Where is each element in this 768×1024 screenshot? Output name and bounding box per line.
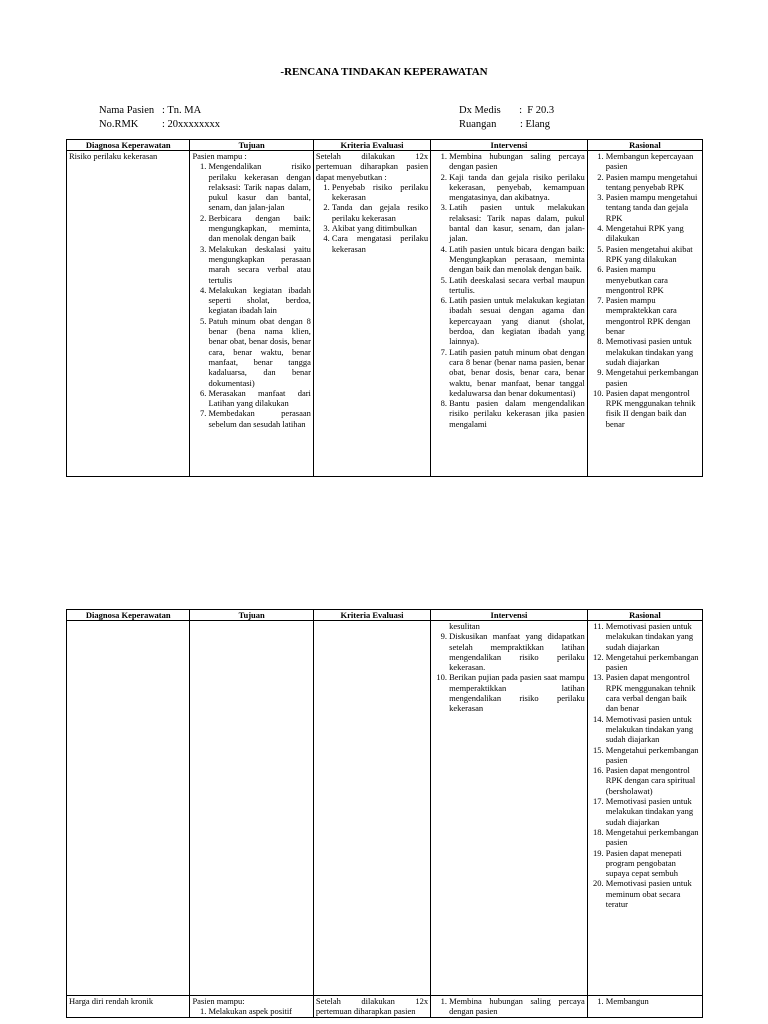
list-item: 8. Bantu pasien dalam mengendalikan risiko perilaku kekerasan jika pasien mengalami <box>449 398 585 429</box>
list-item: 9. Mengetahui perkembangan pasien <box>606 367 700 388</box>
tujuan-intro: Pasien mampu : <box>192 151 247 161</box>
header-diagnosa: Diagnosa Keperawatan <box>67 140 190 151</box>
list-item: 3. Latih pasien untuk melakukan relaksasi: Tarik napas dalam, pukul bantal dan kasur, senam, dan jalan- jalan. <box>449 202 585 243</box>
list-item: 1. Membina hubungan saling percaya dengan pasien <box>449 996 585 1017</box>
list-item: 1. Membina hubungan saling percaya dengan pasien <box>449 151 585 172</box>
list-item: 5. Pasien mengetahui akibat RPK yang dilakukan <box>606 244 700 265</box>
table-row <box>67 621 703 996</box>
list-item: 4. Melakukan kegiatan ibadah seperti sholat, berdoa, kegiatan ibadah lain <box>208 285 310 316</box>
list-item: 7. Pasien mampu mempraktekkan cara mengontrol RPK dengan benar <box>606 295 700 336</box>
intervensi-cell <box>431 151 588 477</box>
list-item: 5. Patuh minum obat dengan 8 benar (bena nama klien, benar obat, benar dosis, benar cara, benar waktu, benar manfaat, benar tangga kadaluarsa, dan benar dokumentasi) <box>208 316 310 388</box>
list-item: 2. Berbicara dengan baik: mengungkapkan, meminta, dan menolak dengan baik <box>208 213 310 244</box>
list-item: 16. Pasien dapat mengontrol RPK dengan cara spiritual (bersholawat) <box>606 765 700 796</box>
list-item: 4. Cara mengatasi perilaku kekerasan <box>332 233 428 254</box>
header-intervensi: Intervensi <box>431 610 588 621</box>
rasional-cell <box>587 151 702 477</box>
tujuan-intro: Pasien mampu: <box>192 996 245 1006</box>
header-kriteria: Kriteria Evaluasi <box>313 140 430 151</box>
list-item: 4. Mengetahui RPK yang dilakukan <box>606 223 700 244</box>
diagnosis-text: Risiko perilaku kekerasan <box>69 151 158 161</box>
list-item: 18. Mengetahui perkembangan pasien <box>606 827 700 848</box>
room: Ruangan : Elang <box>459 119 550 130</box>
list-item: 11. Memotivasi pasien untuk melakukan tindakan yang sudah diajarkan <box>606 621 700 652</box>
kriteria-intro: Setelah dilakukan 12x pertemuan diharapkan pasien dapat menyebutkan : <box>315 151 429 182</box>
header-rasional: Rasional <box>587 140 702 151</box>
medical-diagnosis: Dx Medis : F 20.3 <box>459 105 555 116</box>
kriteria-intro: Setelah dilakukan 12x pertemuan diharapkan pasien <box>315 996 429 1017</box>
patient-rmk: No.RMK : 20xxxxxxxx <box>99 119 221 130</box>
header-diagnosa: Diagnosa Keperawatan <box>67 610 190 621</box>
header-tujuan: Tujuan <box>190 610 313 621</box>
list-item: 2. Tanda dan gejala resiko perilaku kekerasan <box>332 202 428 223</box>
list-item: 3. Akibat yang ditimbulkan <box>332 223 428 233</box>
intervensi-continued: kesulitan <box>449 621 480 631</box>
care-plan-table-2 <box>66 609 703 1018</box>
header-tujuan: Tujuan <box>190 140 313 151</box>
rasional-cell <box>587 621 702 996</box>
table-row <box>67 151 703 477</box>
list-item: 1. Melakukan aspek positif <box>208 1006 310 1016</box>
table-header-row <box>67 610 703 621</box>
list-item: 7. Latih pasien patuh minum obat dengan cara 8 benar (benar nama pasien, benar obat, benar dosis, benar cara, benar waktu, benar manfaat, benar tanggal kedaluwarsa dan benar dokumentasi) <box>449 347 585 398</box>
rasional-cell <box>587 996 702 1018</box>
list-item: 1. Mengendalikan risiko perilaku kekerasan dengan relaksasi: Tarik napas dalam, pukul kasur dan bantal, senam, dan jalan-jalan <box>208 161 310 212</box>
list-item: 12. Mengetahui perkembangan pasien <box>606 652 700 673</box>
list-item: 1. Membangun kepercayaan pasien <box>606 151 700 172</box>
diagnosis-cell <box>67 151 190 477</box>
list-item: 9. Diskusikan manfaat yang didapatkan setelah mempraktikkan latihan mengendalikan risiko perilaku kekerasan. <box>449 631 585 672</box>
list-item: 19. Pasien dapat menepati program pengobatan supaya cepat sembuh <box>606 848 700 879</box>
care-plan-table-1 <box>66 139 703 477</box>
list-item: 10. Berikan pujian pada pasien saat mampu memperaktikkan latihan mengendalikan risiko perilaku kekerasan <box>449 672 585 713</box>
diagnosis-cell <box>67 996 190 1018</box>
list-item: 1. Membangun <box>606 996 700 1006</box>
list-item: 15. Mengetahui perkembangan pasien <box>606 745 700 766</box>
list-item: 17. Memotivasi pasien untuk melakukan tindakan yang sudah diajarkan <box>606 796 700 827</box>
kriteria-cell <box>313 621 430 996</box>
diagnosis-cell <box>67 621 190 996</box>
list-item: 6. Merasakan manfaat dari Latihan yang dilakukan <box>208 388 310 409</box>
kriteria-cell <box>313 996 430 1018</box>
kriteria-cell <box>313 151 430 477</box>
list-item: 8. Memotivasi pasien untuk melakukan tindakan yang sudah diajarkan <box>606 336 700 367</box>
list-item: 6. Pasien mampu menyebutkan cara mengontrol RPK <box>606 264 700 295</box>
header-rasional: Rasional <box>587 610 702 621</box>
intervensi-cell <box>431 621 588 996</box>
header-intervensi: Intervensi <box>431 140 588 151</box>
list-item: 6. Latih pasien untuk melakukan kegiatan ibadah sesuai dengan agama dan kepercayaan yang dianut (sholat, berdoa, dan kegiatan ibadah yang lainnya). <box>449 295 585 346</box>
list-item: 2. Kaji tanda dan gejala risiko perilaku kekerasan, penyebab, kemampuan mengatasinya, dan akibatnya. <box>449 172 585 203</box>
list-item: 1. Penyebab risiko perilaku kekerasan <box>332 182 428 203</box>
table-row <box>67 996 703 1018</box>
list-item: 3. Melakukan deskalasi yaitu mengungkapkan perasaan marah secara verbal atau tertulis <box>208 244 310 285</box>
list-item: 20. Memotivasi pasien untuk meminum obat secara teratur <box>606 878 700 909</box>
tujuan-cell <box>190 151 313 477</box>
tujuan-cell <box>190 621 313 996</box>
list-item: 4. Latih pasien untuk bicara dengan baik: Mengungkapkan perasaan, meminta dengan baik dan menolak dengan baik. <box>449 244 585 275</box>
list-item: 3. Pasien mampu mengetahui tentang tanda dan gejala RPK <box>606 192 700 223</box>
list-item: 5. Latih deeskalasi secara verbal maupun tertulis. <box>449 275 585 296</box>
list-item: 10. Pasien dapat mengontrol RPK menggunakan tehnik fisik II dengan baik dan benar <box>606 388 700 429</box>
page-title: -RENCANA TINDAKAN KEPERAWATAN <box>280 66 488 78</box>
diagnosis-text: Harga diri rendah kronik <box>69 996 154 1006</box>
list-item: 7. Membedakan perasaan sebelum dan sesudah latihan <box>208 408 310 429</box>
intervensi-cell <box>431 996 588 1018</box>
header-kriteria: Kriteria Evaluasi <box>313 610 430 621</box>
tujuan-cell <box>190 996 313 1018</box>
list-item: 13. Pasien dapat mengontrol RPK menggunakan tehnik cara verbal dengan baik dan benar <box>606 672 700 713</box>
list-item: 2. Pasien mampu mengetahui tentang penyebab RPK <box>606 172 700 193</box>
patient-name: Nama Pasien : Tn. MA <box>99 105 202 116</box>
table-header-row <box>67 140 703 151</box>
list-item: 14. Memotivasi pasien untuk melakukan tindakan yang sudah diajarkan <box>606 714 700 745</box>
